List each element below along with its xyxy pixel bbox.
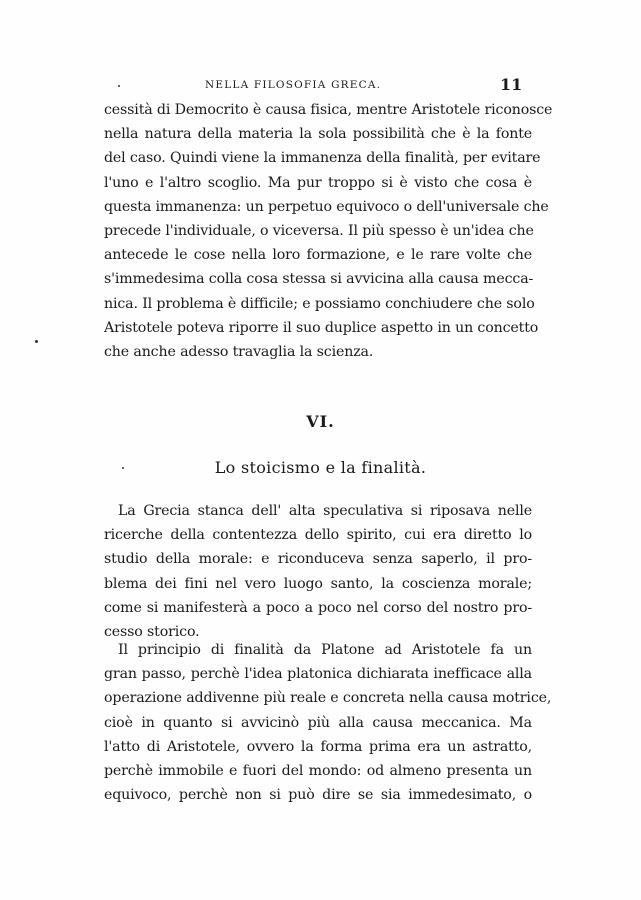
text-line: cioè in quanto si avvicinò più alla causa meccanica. Ma [104,714,532,731]
text-line: che anche adesso travaglia la scienza. [104,343,374,360]
text-line: come si manifesterà a poco a poco nel corso del nostro pro- [104,599,532,616]
text-line: ricerche della contentezza dello spirito, cui era diretto lo [104,527,532,544]
print-speck [122,467,124,469]
text-line: gran passo, perchè l'idea platonica dichiarata inefficace alla [104,666,532,683]
running-title: NELLA FILOSOFIA GRECA. [205,79,382,91]
text-line: l'atto di Aristotele, ovvero la forma prima era un astratto, [104,738,532,755]
text-line: perchè immobile e fuori del mondo: od almeno presenta un [104,762,532,779]
text-line: Il principio di finalità da Platone ad Aristotele fa un [118,642,532,658]
paragraph-b [104,638,552,807]
text-line: cessità di Democrito è causa fisica, mentre Aristotele riconosce [104,102,553,118]
text-line: cesso storico. [104,623,200,640]
text-line: operazione addivenne più reale e concreta nella causa motrice, [104,690,552,707]
paragraph-a [104,499,532,644]
page-number: 11 [500,75,523,94]
text-line: l'uno e l'altro scoglio. Ma pur troppo si è visto che cosa è [104,174,532,191]
text-line: equivoco, perchè non si può dire se sia immedesimato, o [104,787,532,804]
text-line: antecede le cose nella loro formazione, e le rare volte che [104,247,532,264]
text-line: questa immanenza: un perpetuo equivoco o dell'universale che [104,198,549,215]
text-line: Aristotele poteva riporre il suo duplice aspetto in un concetto [104,319,539,336]
text-line: s'immedesima colla cosa stessa si avvicina alla causa mecca- [104,271,534,288]
text-line: studio della morale: e riconduceva senza saperlo, il pro- [104,551,532,568]
text-line: nica. Il problema è difficile; e possiamo conchiudere che solo [104,295,535,312]
text-line: del caso. Quindi viene la immanenza della finalità, per evitare [104,150,541,167]
text-line: nella natura della materia la sola possibilità che è la fonte [104,126,532,143]
section-number: VI. [306,412,335,431]
text-line: blema dei fini nel vero luogo santo, la coscienza morale; [104,575,532,592]
paragraph-top [104,98,553,364]
text-line: La Grecia stanca dell' alta speculativa si riposava nelle [118,503,532,519]
print-speck [118,85,120,87]
section-title: Lo stoicismo e la finalità. [214,458,427,477]
text-line: precede l'individuale, o viceversa. Il più spesso è un'idea che [104,222,534,239]
running-head [0,75,641,99]
print-speck [35,340,38,343]
